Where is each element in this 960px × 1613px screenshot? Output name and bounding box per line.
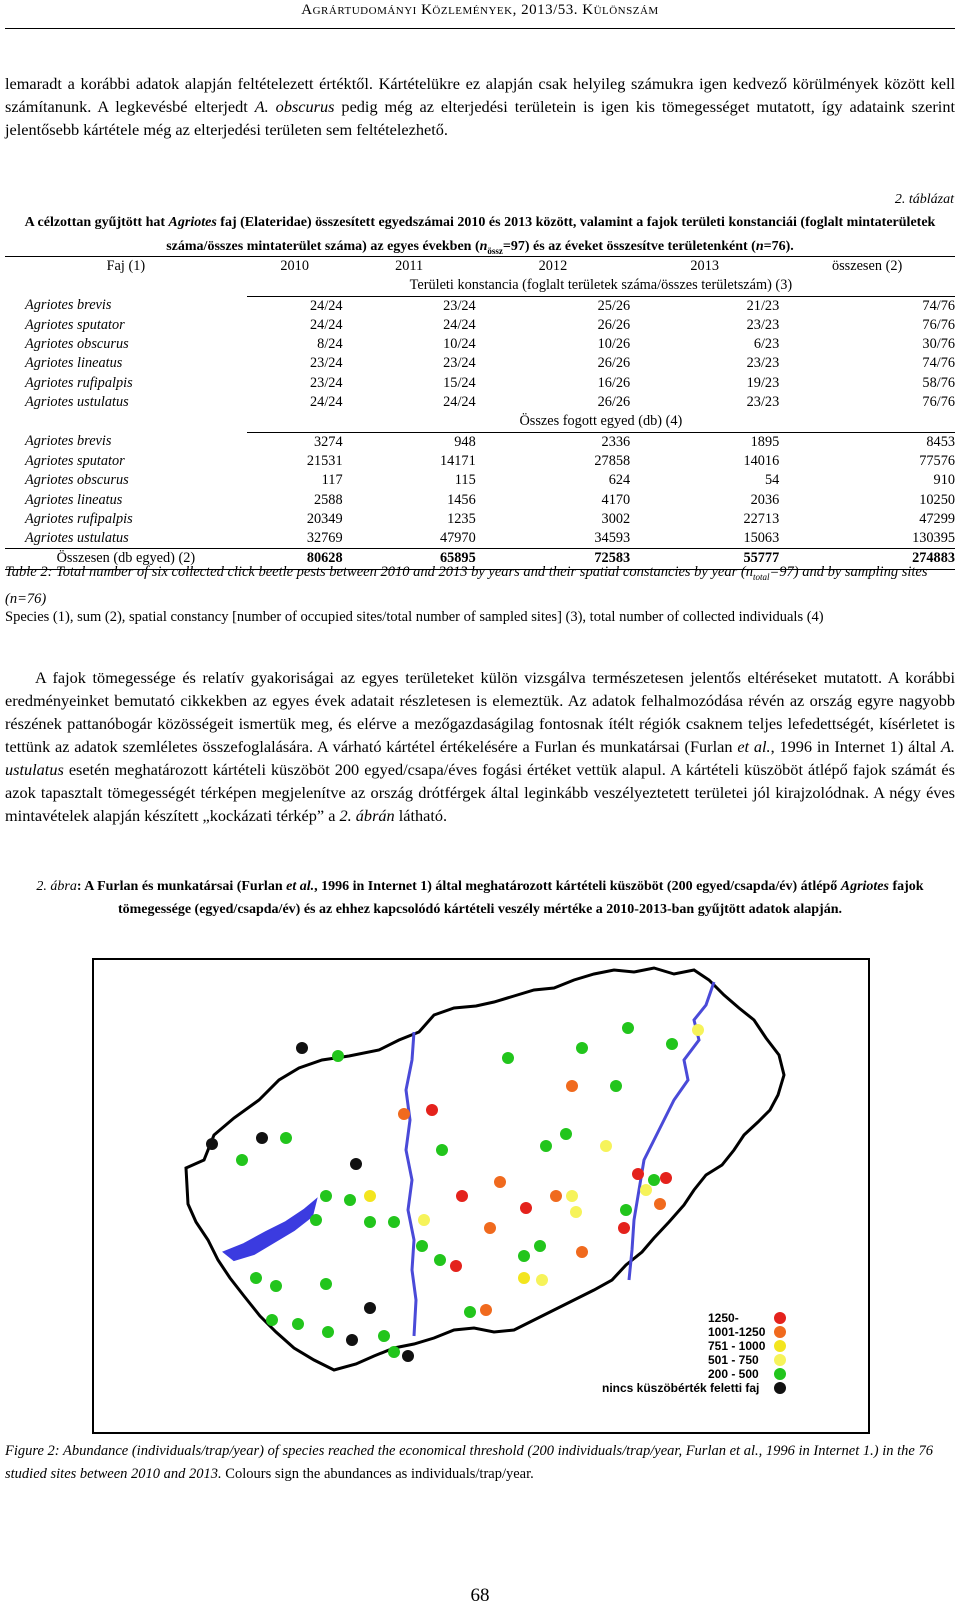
site-marker xyxy=(502,1052,514,1064)
value-cell: 15/24 xyxy=(443,374,476,391)
site-marker xyxy=(322,1326,334,1338)
species-cell: Agriotes rufipalpis xyxy=(25,374,133,391)
value-cell: 16/26 xyxy=(597,374,631,391)
site-marker xyxy=(566,1190,578,1202)
site-marker xyxy=(534,1240,546,1252)
value-cell: 54 xyxy=(764,472,780,489)
legend-swatch xyxy=(774,1382,786,1394)
table-row xyxy=(5,296,955,316)
value-cell: 10/26 xyxy=(597,336,631,353)
value-cell: 26/26 xyxy=(597,316,631,333)
value-cell: 910 xyxy=(933,472,955,489)
figure-caption: Figure 2: Abundance (individuals/trap/year) of species reached the economical threshold (200 individuals/trap/year, Furlan et al., 1996 in Internet 1.) in the 76 studied sites between 2010 and 2013. Colours sign the abundances as individuals/trap/year. xyxy=(5,1443,933,1482)
species-cell: Agriotes obscurus xyxy=(25,336,129,353)
value-cell: 4170 xyxy=(601,491,631,508)
species-cell: Agriotes ustulatus xyxy=(25,530,129,547)
site-marker xyxy=(270,1280,282,1292)
site-marker xyxy=(536,1274,548,1286)
site-marker xyxy=(436,1144,448,1156)
page-number: 68 xyxy=(470,1585,490,1606)
value-cell: 76/76 xyxy=(922,316,955,333)
site-marker xyxy=(622,1022,634,1034)
value-cell: 30/76 xyxy=(922,336,955,353)
species-cell: Agriotes lineatus xyxy=(25,355,123,372)
table-cell xyxy=(5,412,247,432)
value-cell: 624 xyxy=(608,472,631,489)
value-cell: 20349 xyxy=(306,510,343,527)
legend-label: 1250- xyxy=(708,1311,739,1325)
table-section-row xyxy=(5,412,955,432)
site-marker xyxy=(416,1240,428,1252)
value-cell: 74/76 xyxy=(922,297,955,314)
section-header: Területi konstancia (foglalt területek száma/összes területszám) (3) xyxy=(247,276,955,296)
species-cell: Agriotes brevis xyxy=(25,297,112,314)
species-cell: Agriotes rufipalpis xyxy=(25,510,133,527)
site-marker xyxy=(364,1190,376,1202)
value-cell: 1895 xyxy=(750,433,780,450)
value-cell: 25/26 xyxy=(597,297,631,314)
value-cell: 2588 xyxy=(314,491,343,508)
value-cell: 26/26 xyxy=(597,394,631,411)
value-cell: 130395 xyxy=(912,530,955,547)
map-legend xyxy=(602,1311,786,1395)
column-header: 2012 xyxy=(538,258,568,274)
value-cell: 19/23 xyxy=(746,374,780,391)
value-cell: 32769 xyxy=(306,530,343,547)
value-cell: 21/23 xyxy=(746,297,780,314)
table-header-row xyxy=(5,257,955,277)
site-marker xyxy=(456,1190,468,1202)
value-cell: 23/24 xyxy=(443,355,476,372)
column-header: összesen (2) xyxy=(831,258,903,274)
value-cell: 10250 xyxy=(919,491,955,508)
table-section-row xyxy=(5,276,955,296)
site-marker xyxy=(540,1140,552,1152)
site-marker xyxy=(426,1104,438,1116)
hungary-risk-map xyxy=(94,960,868,1432)
site-marker xyxy=(666,1038,678,1050)
header-rule xyxy=(5,28,955,29)
site-marker xyxy=(364,1216,376,1228)
value-cell: 14016 xyxy=(743,452,780,469)
total-cell: 80628 xyxy=(247,549,343,569)
legend-label: 200 - 500 xyxy=(708,1367,759,1381)
species-name: A. obscurus xyxy=(254,97,335,116)
site-marker xyxy=(610,1080,622,1092)
table-row xyxy=(5,510,955,529)
value-cell: 24/24 xyxy=(310,297,343,314)
total-cell: 55777 xyxy=(630,549,779,569)
site-marker xyxy=(640,1184,652,1196)
total-cell: 274883 xyxy=(779,549,955,569)
site-marker xyxy=(692,1024,704,1036)
site-marker xyxy=(618,1222,630,1234)
value-cell: 3274 xyxy=(314,433,343,450)
column-header: 2010 xyxy=(280,258,309,274)
site-marker xyxy=(236,1154,248,1166)
value-cell: 6/23 xyxy=(753,336,780,353)
legend-swatch xyxy=(774,1354,786,1366)
value-cell: 115 xyxy=(454,472,476,489)
table-row xyxy=(5,452,955,471)
species-cell: Agriotes sputator xyxy=(25,452,125,469)
site-marker xyxy=(480,1304,492,1316)
site-marker xyxy=(296,1042,308,1054)
column-header: 2011 xyxy=(395,258,424,274)
site-marker xyxy=(550,1190,562,1202)
text-run: lemaradt a korábbi adatok alapján feltételezett értéktől. Kártételükre ez alapján csak helyileg számukra igen kedvező körülmények között kell számítanunk. A legkevésbé elterjedt xyxy=(5,74,955,116)
table-row xyxy=(5,471,955,490)
value-cell: 24/24 xyxy=(443,394,476,411)
value-cell: 15063 xyxy=(743,530,780,547)
value-cell: 948 xyxy=(454,433,476,450)
site-marker xyxy=(320,1278,332,1290)
site-marker xyxy=(632,1168,644,1180)
site-marker xyxy=(346,1334,358,1346)
value-cell: 23/24 xyxy=(310,355,343,372)
value-cell: 23/24 xyxy=(443,297,476,314)
site-marker xyxy=(350,1158,362,1170)
legend-label: 1001-1250 xyxy=(708,1325,766,1339)
column-header: 2013 xyxy=(690,258,719,274)
site-marker xyxy=(484,1222,496,1234)
site-marker xyxy=(280,1132,292,1144)
site-marker xyxy=(388,1346,400,1358)
total-cell: 72583 xyxy=(476,549,630,569)
value-cell: 21531 xyxy=(306,452,343,469)
species-cell: Agriotes ustulatus xyxy=(25,394,129,411)
site-marker xyxy=(418,1214,430,1226)
value-cell: 2036 xyxy=(750,491,780,508)
site-marker xyxy=(570,1206,582,1218)
site-marker xyxy=(344,1194,356,1206)
total-label: Összesen (db egyed) (2) xyxy=(5,549,247,569)
legend-label: 501 - 750 xyxy=(708,1353,759,1367)
journal-header: Agrártudományi Közlemények, 2013/53. Különszám xyxy=(301,2,659,18)
legend-label: nincs küszöbérték feletti faj xyxy=(602,1381,760,1395)
data-table xyxy=(5,256,955,570)
value-cell: 24/24 xyxy=(310,394,343,411)
legend-swatch xyxy=(774,1326,786,1338)
value-cell: 74/76 xyxy=(922,355,955,372)
value-cell: 76/76 xyxy=(922,394,955,411)
site-marker xyxy=(648,1174,660,1186)
site-marker xyxy=(250,1272,262,1284)
table-row xyxy=(5,354,955,373)
text-run: pedig még az elterjedési területein is igen kis tömegességet mutatott, így adataink szerint jelentősebb kártétele még az elterjedési területen sem feltételezhető. xyxy=(5,97,955,139)
value-cell: 8453 xyxy=(926,433,955,450)
value-cell: 47299 xyxy=(919,510,955,527)
table-caption-species: Species (1), sum (2), spatial constancy [number of occupied sites/total number of sampled sites] (3), total number of collected individuals (4) xyxy=(5,609,824,625)
site-marker xyxy=(518,1272,530,1284)
site-marker xyxy=(600,1140,612,1152)
site-marker xyxy=(364,1302,376,1314)
table-cell xyxy=(5,276,247,296)
site-marker xyxy=(206,1138,218,1150)
site-marker xyxy=(292,1318,304,1330)
species-cell: Agriotes sputator xyxy=(25,316,125,333)
site-marker xyxy=(518,1250,530,1262)
site-marker xyxy=(398,1108,410,1120)
site-marker xyxy=(320,1190,332,1202)
site-marker xyxy=(576,1246,588,1258)
site-marker xyxy=(660,1172,672,1184)
species-cell: Agriotes brevis xyxy=(25,433,112,450)
site-marker xyxy=(332,1050,344,1062)
table-row xyxy=(5,529,955,549)
value-cell: 14171 xyxy=(439,452,476,469)
value-cell: 27858 xyxy=(594,452,631,469)
legend-swatch xyxy=(774,1368,786,1380)
value-cell: 24/24 xyxy=(310,316,343,333)
table-row xyxy=(5,374,955,393)
value-cell: 22713 xyxy=(743,510,780,527)
paragraph-intro xyxy=(5,72,955,141)
legend-swatch xyxy=(774,1340,786,1352)
table-row xyxy=(5,393,955,412)
value-cell: 26/26 xyxy=(597,355,631,372)
map-figure xyxy=(92,958,870,1434)
table-row xyxy=(5,335,955,354)
value-cell: 47970 xyxy=(439,530,476,547)
value-cell: 23/24 xyxy=(310,374,343,391)
site-marker xyxy=(450,1260,462,1272)
site-marker xyxy=(560,1128,572,1140)
legend-label: 751 - 1000 xyxy=(708,1339,766,1353)
value-cell: 10/24 xyxy=(443,336,476,353)
site-marker xyxy=(388,1216,400,1228)
species-cell: Agriotes obscurus xyxy=(25,472,129,489)
site-marker xyxy=(464,1306,476,1318)
value-cell: 117 xyxy=(321,472,343,489)
site-marker xyxy=(434,1254,446,1266)
site-marker xyxy=(620,1204,632,1216)
site-marker xyxy=(494,1176,506,1188)
table-row xyxy=(5,491,955,510)
site-marker xyxy=(520,1202,532,1214)
site-marker xyxy=(654,1198,666,1210)
site-marker xyxy=(576,1042,588,1054)
table-row xyxy=(5,316,955,335)
value-cell: 58/76 xyxy=(922,374,955,391)
value-cell: 24/24 xyxy=(443,316,476,333)
value-cell: 3002 xyxy=(601,510,631,527)
table-row xyxy=(5,432,955,452)
value-cell: 23/23 xyxy=(746,394,780,411)
figure-title: 2. ábra: A Furlan és munkatársai (Furlan et al., 1996 in Internet 1) által meghatározott kártételi küszöböt (200 egyed/csapda/év) átlépő Agriotes fajok tömegessége (egyed/csapda/év) és az ehhez kapcsolódó kártételi veszély mértéke a 2010-2013-ban gyűjtött adatok alapján. xyxy=(36,879,924,917)
site-marker xyxy=(256,1132,268,1144)
table-number: 2. táblázat xyxy=(894,192,954,207)
value-cell: 34593 xyxy=(594,530,631,547)
site-marker xyxy=(266,1314,278,1326)
column-header: Faj (1) xyxy=(106,258,146,274)
paragraph-main: A fajok tömegessége és relatív gyakoriságai az egyes területeket külön vizsgálva természetesen jelentős eltéréseket mutatott. A korábbi eredményeinket bemutató cikkekben az egyes évek adatait részletesen is elemeztük. Az adatok felhalmozódása révén az ország egyre nagyobb részének pattanóbogár közösségeit ismertük meg, és elérve a mezőgazdaságilag fontosnak ítélt régiók csaknem teljes lefedettségét, kísérletet is tettünk az adatok szemléletes összefoglalására. A várható kártétel értékelésére a Furlan és munkatársai (Furlan et al., 1996 in Internet 1) által A. ustulatus esetén meghatározott kártételi küszöböt 200 egyed/csapa/éves fogási értéket vettük alapul. A kártételi küszöböt átlépő fajok számát és azok tapasztalt tömegességét térképen megjelenítve az ország drótférgek által leginkább veszélyeztetett területei jól kirajzolódnak. A négy éves mintavételek alapján készített „kockázati térkép” a 2. ábrán látható. xyxy=(5,668,955,825)
table-caption-en: Table 2: Total number of six collected click beetle pests between 2010 and 2013 by years and their spatial constancies by year $(n_{total}=97)$ and by sampling sites (n=76) xyxy=(5,564,928,607)
value-cell: 1456 xyxy=(447,491,476,508)
total-cell: 65895 xyxy=(343,549,476,569)
value-cell: 23/23 xyxy=(746,316,780,333)
value-cell: 1235 xyxy=(447,510,476,527)
value-cell: 23/23 xyxy=(746,355,780,372)
value-cell: 2336 xyxy=(601,433,631,450)
section-header: Összes fogott egyed (db) (4) xyxy=(247,412,955,432)
value-cell: 77576 xyxy=(919,452,955,469)
legend-swatch xyxy=(774,1312,786,1324)
site-marker xyxy=(566,1080,578,1092)
site-marker xyxy=(310,1214,322,1226)
table-title: A célzottan gyűjtött hat Agriotes faj (Elateridae) összesített egyedszámai 2010 és 2013 között, valamint a fajok területi konstanciái (foglalt mintaterületek száma/összes mintaterület száma) az egyes években $(n_{össz}=97)$ és az éveket összesítve területenként (n=76). xyxy=(24,215,936,256)
value-cell: 8/24 xyxy=(317,336,343,353)
site-marker xyxy=(378,1330,390,1342)
site-marker xyxy=(402,1350,414,1362)
species-cell: Agriotes lineatus xyxy=(25,491,123,508)
